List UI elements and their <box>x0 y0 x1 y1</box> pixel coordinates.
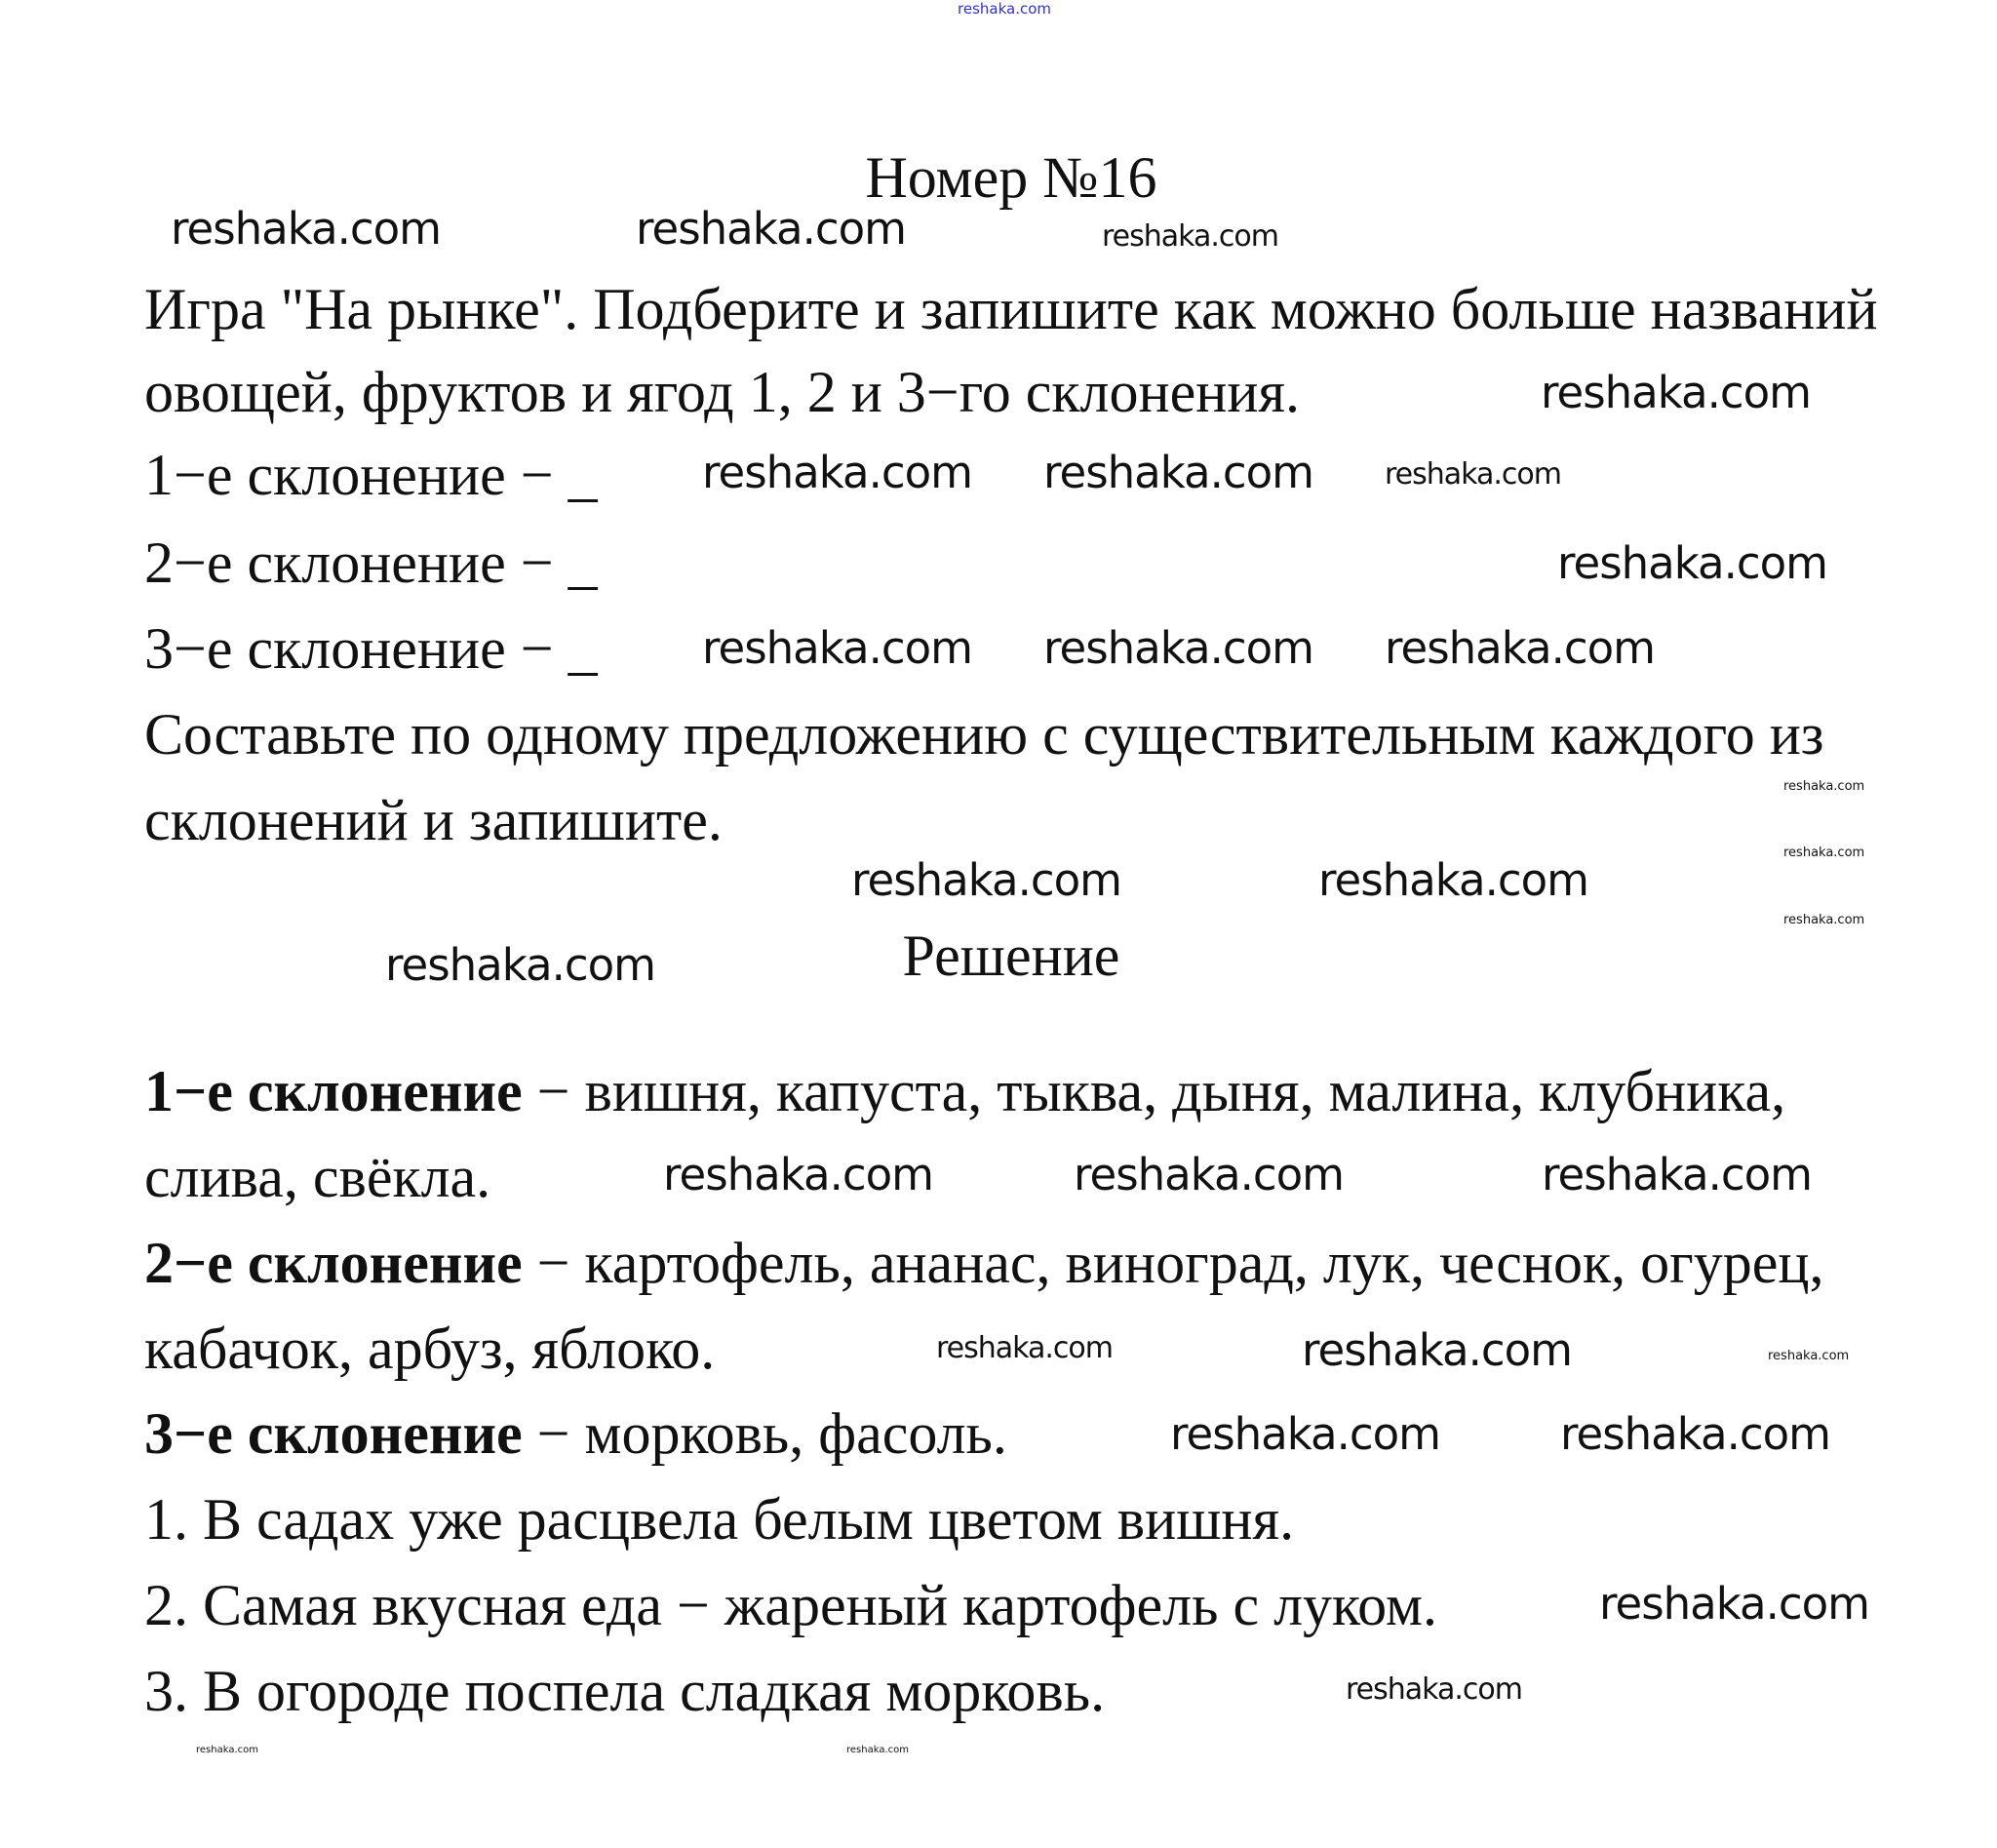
watermark: reshaka.com <box>702 447 972 498</box>
watermark: reshaka.com <box>1074 1149 1344 1200</box>
task-prompt-line: склонений и запишите. <box>144 788 723 852</box>
declension-label: 3−е склонение <box>144 1401 523 1466</box>
example-sentence: 2. Самая вкусная еда − жареный картофель с луком. <box>144 1573 1437 1637</box>
task-title: Номер №16 <box>865 145 1157 210</box>
watermark: reshaka.com <box>1768 1349 1850 1363</box>
declension-words: − морковь, фасоль. <box>522 1401 1007 1466</box>
example-sentence: 1. В садах уже расцвела белым цветом вишня. <box>144 1487 1295 1552</box>
declension-words: слива, свёкла. <box>144 1145 491 1209</box>
watermark: reshaka.com <box>1542 1149 1812 1200</box>
watermark: reshaka.com <box>936 1331 1113 1365</box>
watermark: reshaka.com <box>196 1745 258 1755</box>
example-sentence: 3. В огороде поспела сладкая морковь. <box>144 1659 1106 1723</box>
watermark: reshaka.com <box>1783 779 1865 794</box>
declension-3-answer <box>144 1401 1007 1466</box>
watermark: reshaka.com <box>385 939 655 991</box>
watermark: reshaka.com <box>1170 1408 1440 1460</box>
watermark: reshaka.com <box>1302 1324 1572 1376</box>
declension-label: 1−е склонение <box>144 1059 523 1123</box>
watermark: reshaka.com <box>1043 622 1313 674</box>
declension-label: 2−е склонение <box>144 1231 523 1295</box>
declension-1-answer <box>144 1059 1786 1123</box>
watermark: reshaka.com <box>1385 622 1655 674</box>
watermark: reshaka.com <box>1541 367 1811 418</box>
watermark: reshaka.com <box>1783 845 1865 860</box>
header-watermark[interactable]: reshaka.com <box>958 0 1051 18</box>
declension-words: кабачок, арбуз, яблоко. <box>144 1317 716 1381</box>
declension-words: − вишня, капуста, тыква, дыня, малина, клубника, <box>522 1059 1786 1123</box>
watermark: reshaka.com <box>1599 1578 1869 1630</box>
watermark: reshaka.com <box>1557 537 1827 589</box>
declension-words: − картофель, ананас, виноград, лук, чеснок, огурец, <box>522 1231 1824 1295</box>
solution-heading: Решение <box>902 924 1120 988</box>
task-prompt-line: Составьте по одному предложению с существительным каждого из <box>144 702 1824 767</box>
declension-2-blank: 2−е склонение − _ <box>144 531 598 595</box>
watermark: reshaka.com <box>636 203 906 255</box>
watermark: reshaka.com <box>1560 1408 1830 1460</box>
watermark: reshaka.com <box>1385 457 1561 491</box>
declension-1-blank: 1−е склонение − _ <box>144 443 598 507</box>
watermark: reshaka.com <box>1043 447 1313 498</box>
watermark: reshaka.com <box>1346 1672 1522 1707</box>
watermark: reshaka.com <box>663 1149 933 1200</box>
watermark: reshaka.com <box>1318 854 1588 906</box>
watermark: reshaka.com <box>702 622 972 674</box>
task-prompt-line: овощей, фруктов и ягод 1, 2 и 3−го склонения. <box>144 360 1301 424</box>
declension-2-answer <box>144 1231 1824 1295</box>
watermark: reshaka.com <box>851 854 1121 906</box>
watermark: reshaka.com <box>1783 913 1865 927</box>
declension-3-blank: 3−е склонение − _ <box>144 616 598 681</box>
watermark: reshaka.com <box>171 203 441 255</box>
watermark: reshaka.com <box>1102 219 1278 254</box>
task-prompt-line: Игра "На рынке". Подберите и запишите как можно больше названий <box>144 277 1878 341</box>
watermark: reshaka.com <box>846 1745 909 1755</box>
